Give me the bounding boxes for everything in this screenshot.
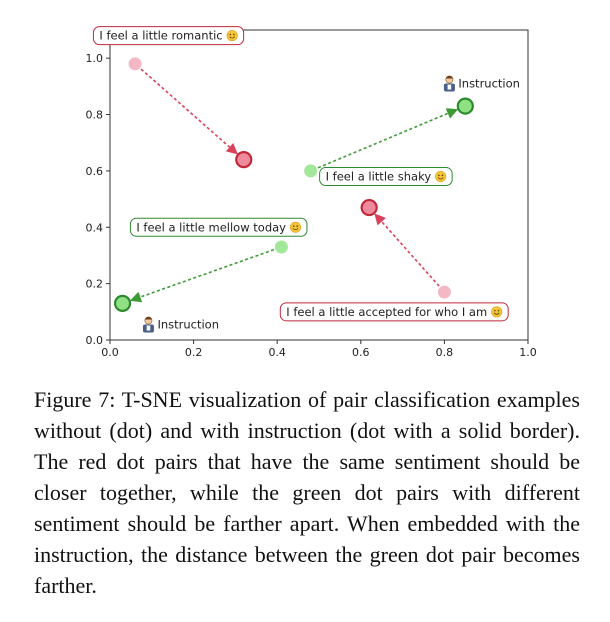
sentence-annotation xyxy=(280,303,508,321)
red-point-with-instruction xyxy=(236,152,251,167)
x-tick-label: 0.8 xyxy=(435,346,454,359)
smiley-emoji-icon xyxy=(491,307,501,317)
sentence-annotation xyxy=(130,218,307,236)
y-tick-label: 1.0 xyxy=(85,52,103,66)
x-axis xyxy=(101,340,537,359)
instruction-label xyxy=(143,317,219,333)
y-tick-label: 0.2 xyxy=(85,277,103,291)
annotation-text: I feel a little mellow today xyxy=(136,220,286,235)
red-arrow xyxy=(376,215,439,286)
smiley-emoji-icon xyxy=(290,222,300,232)
instruction-label xyxy=(444,76,520,92)
red-point xyxy=(129,57,142,70)
y-axis xyxy=(86,52,111,347)
green-point-with-instruction xyxy=(115,296,130,311)
green-point xyxy=(275,241,288,254)
instruction-text: Instruction xyxy=(458,76,520,91)
smiley-emoji-icon xyxy=(227,30,237,40)
smiley-emoji-icon xyxy=(435,171,445,181)
person-icon xyxy=(143,317,154,333)
x-tick-label: 1.0 xyxy=(519,346,537,359)
red-arrow xyxy=(141,69,236,153)
y-tick-label: 0.4 xyxy=(85,221,103,235)
instruction-text: Instruction xyxy=(157,317,220,332)
person-icon xyxy=(444,76,455,92)
annotation-text: I feel a little accepted for who I am xyxy=(286,304,488,319)
sentence-annotation xyxy=(320,168,453,186)
green-point-with-instruction xyxy=(458,99,473,114)
x-tick-label: 0.6 xyxy=(352,346,370,359)
green-arrow xyxy=(132,250,274,300)
green-point xyxy=(304,164,317,177)
x-tick-label: 0.2 xyxy=(184,346,203,359)
x-tick-label: 0.0 xyxy=(101,346,119,359)
annotation-text: I feel a little romantic xyxy=(99,28,223,43)
annotation-layer xyxy=(93,27,520,333)
x-tick-label: 0.4 xyxy=(268,346,286,359)
red-point xyxy=(438,286,451,299)
sentence-annotation xyxy=(93,27,243,45)
y-tick-label: 0.0 xyxy=(85,334,103,347)
annotation-text: I feel a little shaky xyxy=(325,169,432,184)
green-arrow xyxy=(318,110,456,168)
y-tick-label: 0.6 xyxy=(85,164,103,178)
red-point-with-instruction xyxy=(362,200,377,215)
y-tick-label: 0.8 xyxy=(85,108,103,122)
figure-caption: Figure 7: T-SNE visualization of pair classification examples without (dot) and with instruction (dot with a solid border). The red dot pairs that have the same sentiment should be closer together, while the green dot pairs with different sentiment should be farther apart. When embedded with the instruction, the distance between the green dot pair becomes farther. xyxy=(34,387,580,598)
